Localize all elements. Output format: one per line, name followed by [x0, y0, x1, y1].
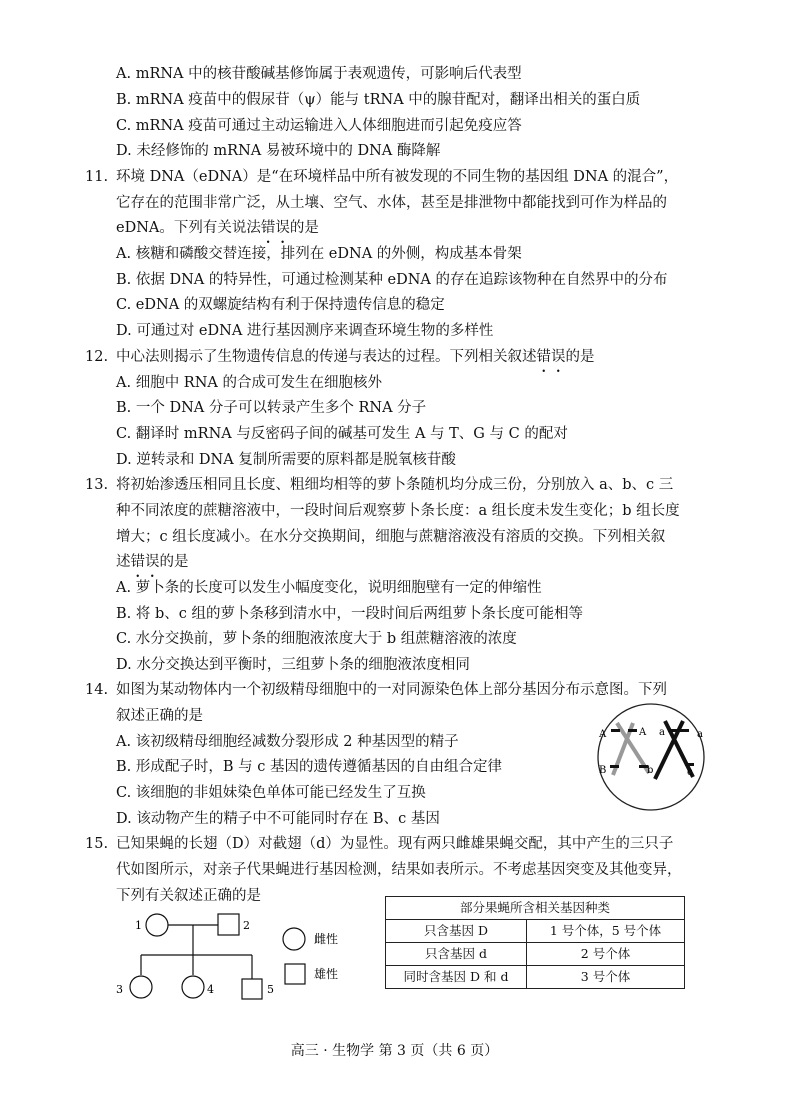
emphasis-char: 误	[145, 554, 160, 570]
gene-label-B: B	[599, 765, 607, 776]
q13-stem-line4: 述错误的是	[116, 554, 189, 570]
table-cell: 1 号个体，5 号个体	[527, 920, 685, 943]
legend-male-label: 雄性	[314, 967, 339, 981]
table-row	[386, 920, 685, 943]
q14-option-c: C. 该细胞的非姐妹染色单体可能已经发生了互换	[116, 785, 426, 801]
q11-stem-line2: 它存在的范围非常广泛，从土壤、空气、水体，甚至是排泄物中都能找到可作为样品的	[116, 195, 667, 211]
pedigree-chart	[108, 905, 358, 1005]
table-cell: 2 号个体	[527, 943, 685, 966]
emphasis-char: 错	[260, 220, 276, 236]
individual-label: 4	[207, 983, 214, 996]
gene-label-c: c	[687, 767, 693, 778]
q11-stem-line3: eDNA。下列有关说法错误的是	[116, 220, 319, 236]
gene-marker	[611, 729, 620, 732]
individual-label: 5	[267, 983, 274, 996]
chromosome-diagram	[593, 703, 709, 811]
gene-marker	[685, 763, 694, 766]
q15-number: 15.	[85, 836, 109, 852]
q12-option-c: C. 翻译时 mRNA 与反密码子间的碱基可发生 A 与 T、G 与 C 的配对	[116, 426, 568, 442]
gene-label-A: A	[639, 727, 647, 738]
table-header: 部分果蝇所含相关基因种类	[386, 897, 685, 920]
q10-option-a: A. mRNA 中的核苷酸碱基修饰属于表观遗传，可影响后代表型	[116, 66, 522, 82]
q13-stem-line3: 增大；c 组长度减小。在水分交换期间，细胞与蔗糖溶液没有溶质的交换。下列相关叙	[116, 529, 666, 545]
q11-option-b: B. 依据 DNA 的特异性，可通过检测某种 eDNA 的存在追踪该物种在自然界中的分布	[116, 272, 668, 288]
q11-option-a: A. 核糖和磷酸交替连接，排列在 eDNA 的外侧，构成基本骨架	[116, 246, 522, 262]
table-cell: 同时含基因 D 和 d	[386, 966, 527, 989]
q14-option-b: B. 形成配子时，B 与 c 基因的遗传遵循基因的自由组合定律	[116, 759, 502, 775]
emphasis-char: 误	[275, 220, 290, 236]
gene-marker	[680, 729, 689, 732]
table-cell: 只含基因 d	[386, 943, 527, 966]
gene-label-a: a	[659, 727, 665, 738]
gene-label-A: A	[599, 729, 607, 740]
individual-label: 2	[243, 919, 250, 932]
q11-option-c: C. eDNA 的双螺旋结构有利于保持遗传信息的稳定	[116, 297, 445, 313]
gene-marker	[610, 765, 619, 768]
q14-option-a: A. 该初级精母细胞经减数分裂形成 2 种基因型的精子	[116, 734, 459, 750]
q15-stem-line2: 代如图所示，对亲子代果蝇进行基因检测，结果如表所示。不考虑基因突变及其他变异，	[116, 862, 682, 878]
q14-number: 14.	[85, 682, 109, 698]
q11-number: 11.	[85, 169, 109, 185]
emphasis-char: 误	[551, 349, 566, 365]
cell-outline	[598, 704, 704, 810]
q15-stem-line3: 下列有关叙述正确的是	[116, 888, 261, 904]
q10-option-c: C. mRNA 疫苗可通过主动运输进入人体细胞进而引起免疫应答	[116, 118, 522, 134]
gene-type-table	[385, 896, 685, 989]
q12-option-a: A. 细胞中 RNA 的合成可发生在细胞核外	[116, 375, 382, 391]
q10-option-b: B. mRNA 疫苗中的假尿苷（ψ）能与 tRNA 中的腺苷配对，翻译出相关的蛋白质	[116, 92, 641, 108]
female-symbol-4	[182, 976, 204, 998]
q13-option-d: D. 水分交换达到平衡时，三组萝卜条的细胞液浓度相同	[116, 657, 470, 673]
q12-number: 12.	[85, 349, 109, 365]
table-cell: 3 号个体	[527, 966, 685, 989]
q13-number: 13.	[85, 477, 109, 493]
male-symbol-5	[242, 979, 262, 999]
q13-stem-line2: 种不同浓度的蔗糖溶液中，一段时间后观察萝卜条长度：a 组长度未发生变化；b 组长度	[116, 503, 680, 519]
q13-option-b: B. 将 b、c 组的萝卜条移到清水中，一段时间后两组萝卜条长度可能相等	[116, 606, 583, 622]
q11-option-d: D. 可通过对 eDNA 进行基因测序来调查环境生物的多样性	[116, 323, 494, 339]
q14-option-d: D. 该动物产生的精子中不可能同时存在 B、c 基因	[116, 811, 440, 827]
female-symbol-3	[130, 976, 152, 998]
table-row	[386, 943, 685, 966]
page-footer: 高三 · 生物学 第 3 页（共 6 页）	[290, 1043, 499, 1059]
q12-option-d: D. 逆转录和 DNA 复制所需要的原料都是脱氧核苷酸	[116, 452, 456, 468]
q13-option-c: C. 水分交换前，萝卜条的细胞液浓度大于 b 组蔗糖溶液的浓度	[116, 631, 517, 647]
gene-label-b: b	[647, 765, 654, 776]
male-symbol-2	[218, 914, 239, 935]
q11-stem-line1: 环境 DNA（eDNA）是“在环境样品中所有被发现的不同生物的基因组 DNA 的混合”，	[116, 169, 679, 185]
gene-label-a: a	[697, 729, 703, 740]
gene-marker	[628, 729, 637, 732]
individual-label: 3	[116, 983, 123, 996]
q13-option-a: A. 萝卜条的长度可以发生小幅度变化，说明细胞壁有一定的伸缩性	[116, 580, 542, 596]
gene-marker	[668, 729, 677, 732]
q14-stem-line2: 叙述正确的是	[116, 708, 203, 724]
table-cell: 只含基因 D	[386, 920, 527, 943]
q10-option-d: D. 未经修饰的 mRNA 易被环境中的 DNA 酶降解	[116, 143, 441, 159]
legend-female-symbol	[283, 928, 305, 950]
q12-stem: 中心法则揭示了生物遗传信息的传递与表达的过程。下列相关叙述错误的是	[116, 349, 595, 365]
legend-female-label: 雌性	[314, 932, 339, 946]
legend-male-symbol	[285, 964, 305, 984]
emphasis-char: 错	[130, 554, 145, 570]
individual-label: 1	[135, 919, 142, 932]
table-row	[386, 966, 685, 989]
q15-stem-line1: 已知果蝇的长翅（D）对截翅（d）为显性。现有两只雌雄果蝇交配，其中产生的三只子	[116, 836, 674, 852]
emphasis-char: 错	[536, 349, 551, 365]
q12-option-b: B. 一个 DNA 分子可以转录产生多个 RNA 分子	[116, 400, 427, 416]
female-symbol-1	[146, 914, 168, 936]
q13-stem-line1: 将初始渗透压相同且长度、粗细均相等的萝卜条随机均分成三份，分别放入 a、b、c 三	[116, 477, 674, 493]
q14-stem-line1: 如图为某动物体内一个初级精母细胞中的一对同源染色体上部分基因分布示意图。下列	[116, 682, 667, 698]
